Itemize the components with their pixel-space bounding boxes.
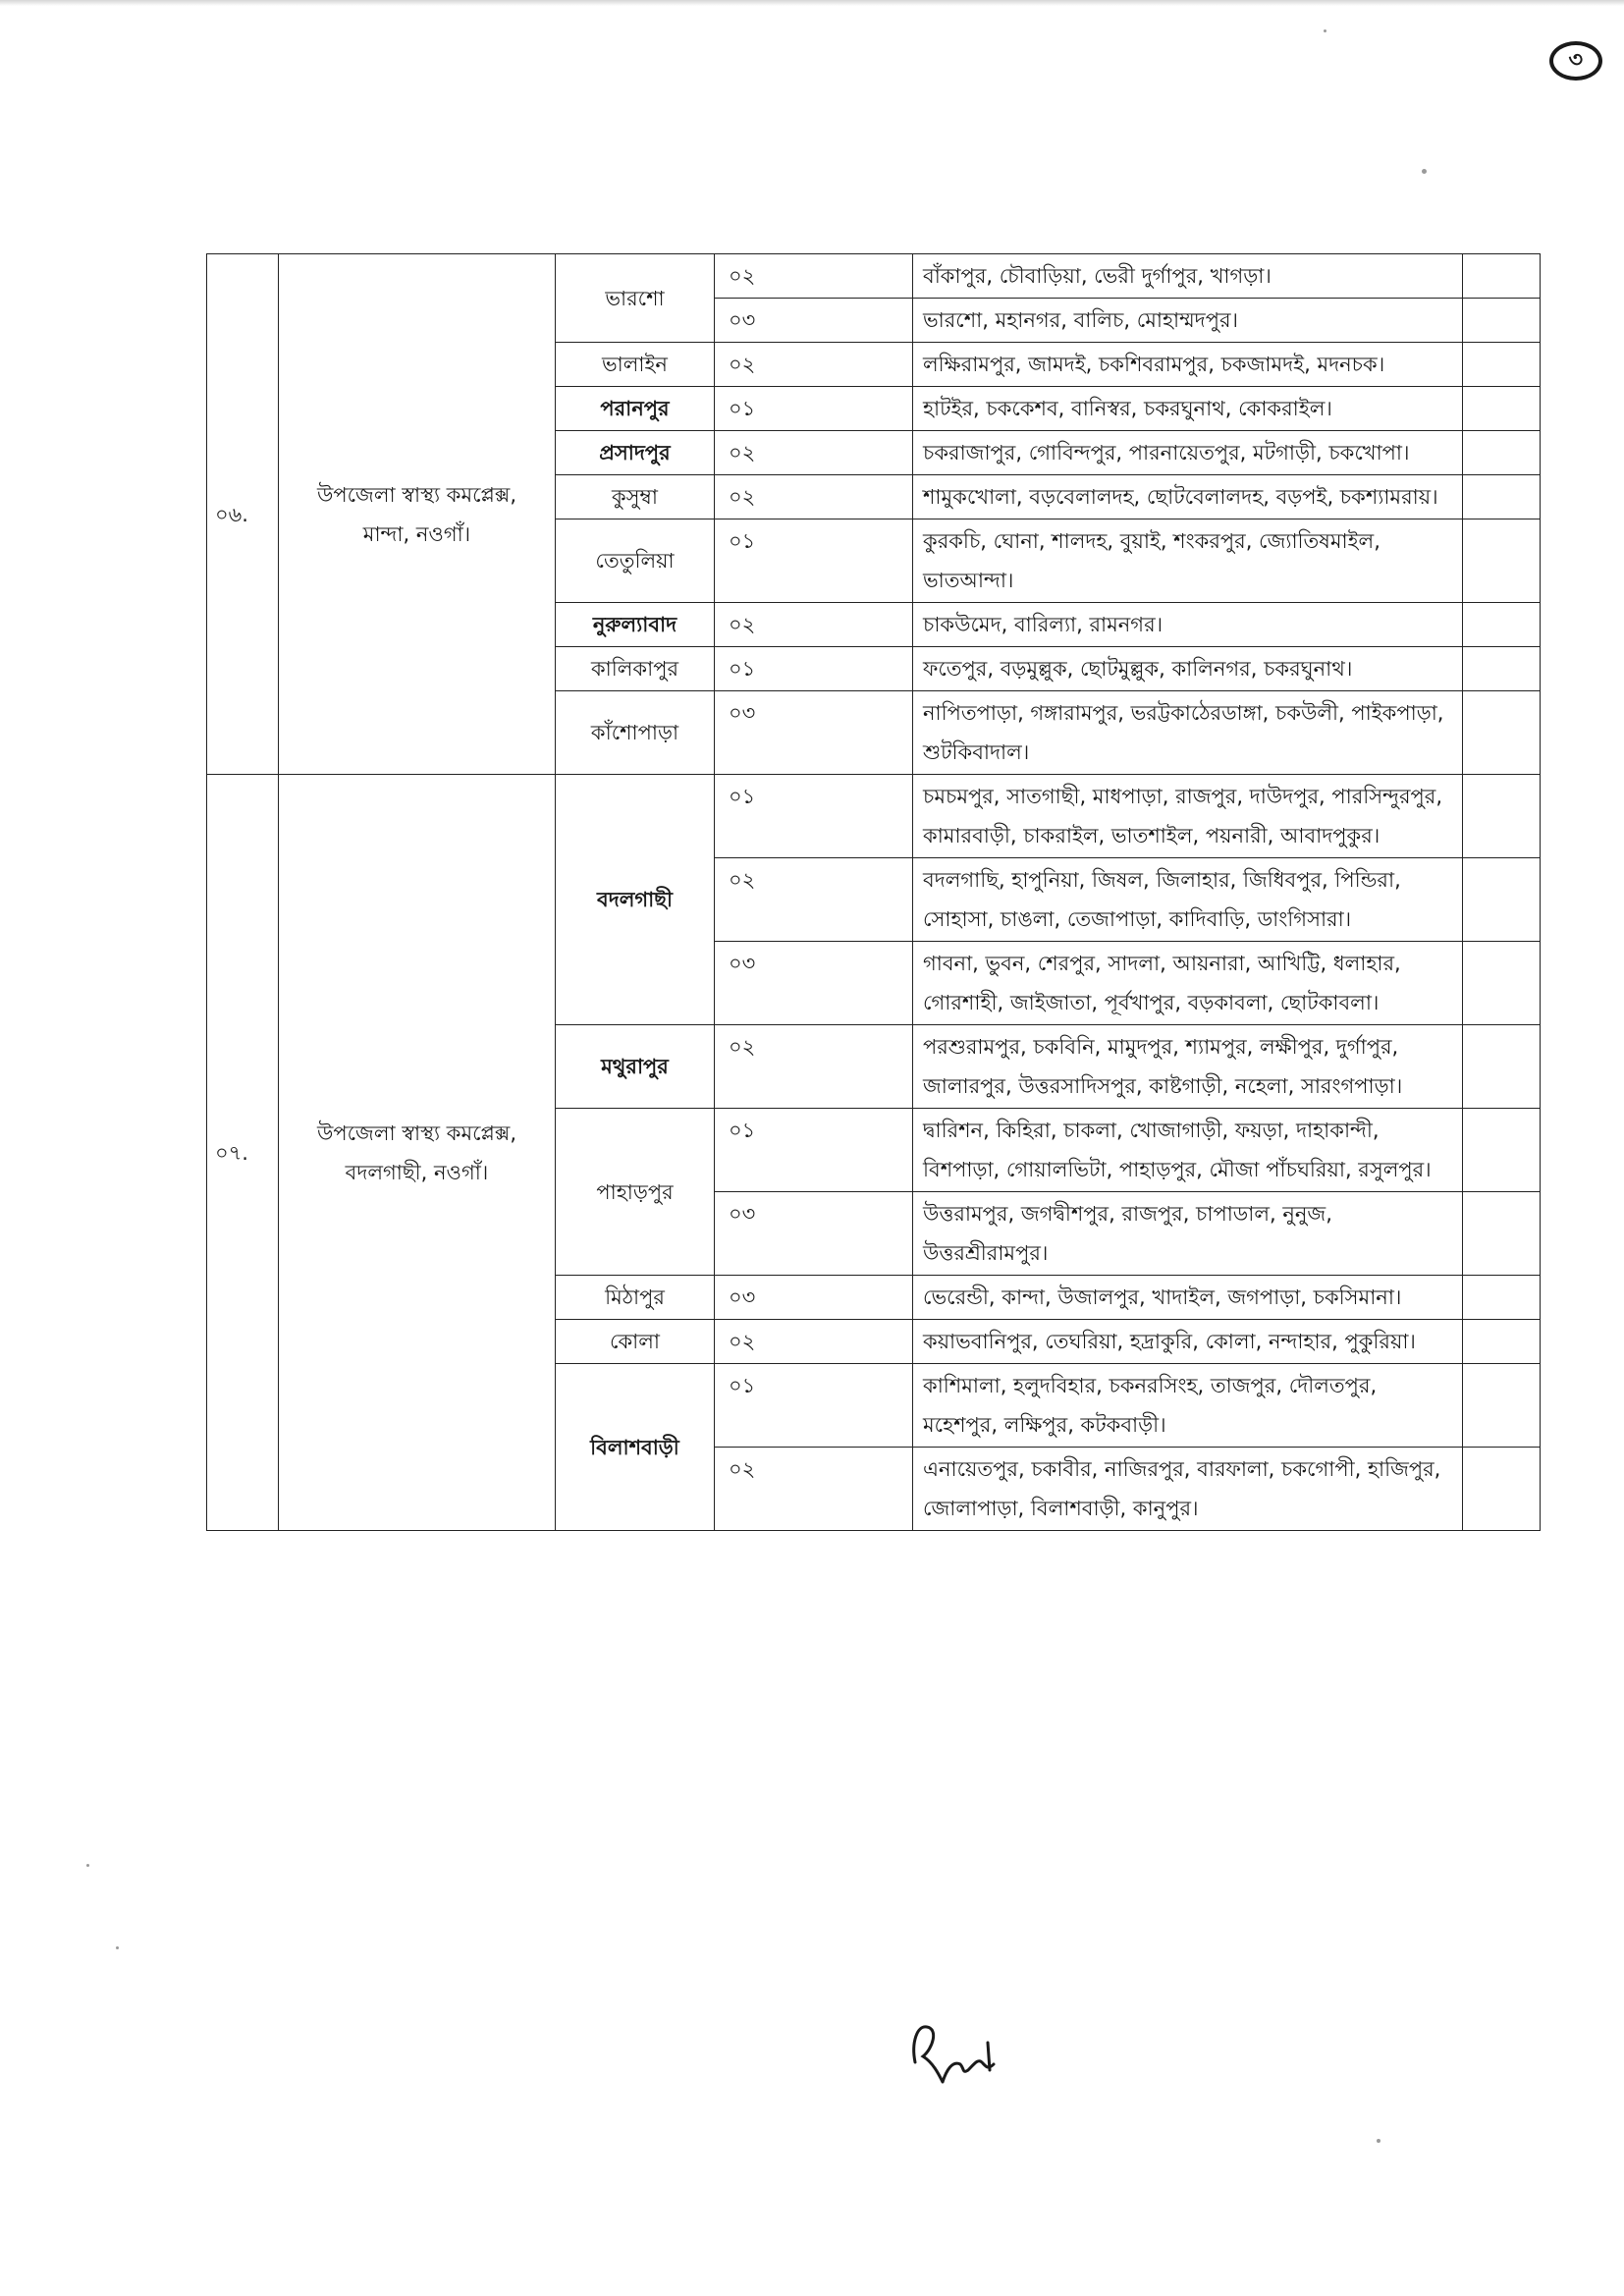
scan-speck [116, 1946, 119, 1949]
remarks-cell [1463, 1448, 1541, 1531]
remarks-cell [1463, 942, 1541, 1025]
ward-number-cell: ০২ [715, 1320, 913, 1364]
ward-number-cell: ০২ [715, 343, 913, 387]
union-name-cell: পাহাড়পুর [556, 1109, 715, 1276]
remarks-cell [1463, 431, 1541, 475]
village-list-cell: উত্তরামপুর, জগদ্বীশপুর, রাজপুর, চাপাডাল, নুনুজ, উত্তরশ্রীরামপুর। [913, 1192, 1463, 1276]
ward-number-cell: ০১ [715, 387, 913, 431]
ward-number-cell: ০১ [715, 1109, 913, 1192]
ward-number-cell: ০১ [715, 775, 913, 858]
village-list-cell: কাশিমালা, হলুদবিহার, চকনরসিংহ, তাজপুর, দৌলতপুর, মহেশপুর, লক্ষিপুর, কটকবাড়ী। [913, 1364, 1463, 1448]
scan-speck [86, 1864, 89, 1867]
village-list-cell: ভারশো, মহানগর, বালিচ, মোহাম্মদপুর। [913, 299, 1463, 343]
village-list-cell: হাটইর, চককেশব, বানিস্বর, চকরঘুনাথ, কোকরাইল। [913, 387, 1463, 431]
remarks-cell [1463, 775, 1541, 858]
remarks-cell [1463, 519, 1541, 603]
village-list-cell: শামুকখোলা, বড়বেলালদহ, ছোটবেলালদহ, বড়পই, চকশ্যামরায়। [913, 475, 1463, 519]
ward-number-cell: ০১ [715, 1364, 913, 1448]
ward-number-cell: ০২ [715, 858, 913, 942]
union-name-cell: নুরুল্যাবাদ [556, 603, 715, 647]
health-complex-table [206, 253, 1541, 1531]
ward-number-cell: ০২ [715, 254, 913, 299]
village-list-cell: ফতেপুর, বড়মুল্লুক, ছোটমুল্লুক, কালিনগর, চকরঘুনাথ। [913, 647, 1463, 691]
remarks-cell [1463, 1192, 1541, 1276]
ward-number-cell: ০২ [715, 603, 913, 647]
union-name-cell: বদলগাছী [556, 775, 715, 1025]
health-complex-cell: উপজেলা স্বাস্থ্য কমপ্লেক্স, মান্দা, নওগাঁ। [279, 254, 556, 775]
page-number: ৩ [1567, 46, 1585, 74]
ward-number-cell: ০৩ [715, 942, 913, 1025]
scan-speck [1422, 169, 1427, 174]
union-name-cell: কালিকাপুর [556, 647, 715, 691]
remarks-cell [1463, 343, 1541, 387]
village-list-cell: এনায়েতপুর, চকাবীর, নাজিরপুর, বারফালা, চকগোপী, হাজিপুর, জোলাপাড়া, বিলাশবাড়ী, কানুপুর। [913, 1448, 1463, 1531]
ward-number-cell: ০৩ [715, 299, 913, 343]
union-name-cell: বিলাশবাড়ী [556, 1364, 715, 1531]
remarks-cell [1463, 1320, 1541, 1364]
ward-number-cell: ০২ [715, 1448, 913, 1531]
page-number-badge [1549, 41, 1602, 81]
union-name-cell: তেতুলিয়া [556, 519, 715, 603]
village-list-cell: পরশুরামপুর, চকবিনি, মামুদপুর, শ্যামপুর, লক্ষীপুর, দুর্গাপুর, জালারপুর, উত্তরসাদিসপুর, কাষ্টগাড়ী, নহেলা, সারংগপাড়া। [913, 1025, 1463, 1109]
union-name-cell: মথুরাপুর [556, 1025, 715, 1109]
ward-number-cell: ০৩ [715, 1192, 913, 1276]
ward-number-cell: ০২ [715, 431, 913, 475]
remarks-cell [1463, 299, 1541, 343]
ward-number-cell: ০২ [715, 475, 913, 519]
union-name-cell: কোলা [556, 1320, 715, 1364]
ward-number-cell: ০৩ [715, 691, 913, 775]
village-list-cell: চকরাজাপুর, গোবিন্দপুর, পারনায়েতপুর, মটগাড়ী, চকখোপা। [913, 431, 1463, 475]
union-name-cell: ভালাইন [556, 343, 715, 387]
village-list-cell: লক্ষিরামপুর, জামদই, চকশিবরামপুর, চকজামদই, মদনচক। [913, 343, 1463, 387]
scan-speck [1377, 2139, 1380, 2143]
village-list-cell: কয়াভবানিপুর, তেঘরিয়া, হদ্রাকুরি, কোলা, নন্দাহার, পুকুরিয়া। [913, 1320, 1463, 1364]
remarks-cell [1463, 691, 1541, 775]
union-name-cell: মিঠাপুর [556, 1276, 715, 1320]
union-name-cell: কাঁশোপাড়া [556, 691, 715, 775]
village-list-cell: নাপিতপাড়া, গঙ্গারামপুর, ভরট্টকাঠেরডাঙ্গা, চকউলী, পাইকপাড়া, শুটকিবাদাল। [913, 691, 1463, 775]
remarks-cell [1463, 603, 1541, 647]
village-list-cell: ভেরেন্ডী, কান্দা, উজালপুর, খাদাইল, জগপাড়া, চকসিমানা। [913, 1276, 1463, 1320]
village-list-cell: চমচমপুর, সাতগাছী, মাধপাড়া, রাজপুর, দাউদপুর, পারসিন্দুরপুর, কামারবাড়ী, চাকরাইল, ভাতশাইল, পয়নারী, আবাদপুকুর। [913, 775, 1463, 858]
serial-number-cell: ০৭. [207, 775, 279, 1531]
remarks-cell [1463, 475, 1541, 519]
village-list-cell: কুরকচি, ঘোনা, শালদহ, বুয়াই, শংকরপুর, জ্যোতিষমাইল, ভাতআন্দা। [913, 519, 1463, 603]
table-row [207, 254, 1541, 299]
village-list-cell: দ্বারিশন, কিহিরা, চাকলা, খোজাগাড়ী, ফয়ড়া, দাহাকান্দী, বিশপাড়া, গোয়ালভিটা, পাহাড়পুর, মৌজা পাঁচঘরিয়া, রসুলপুর। [913, 1109, 1463, 1192]
village-list-cell: বাঁকাপুর, চৌবাড়িয়া, ভেরী দুর্গাপুর, খাগড়া। [913, 254, 1463, 299]
village-list-cell: বদলগাছি, হাপুনিয়া, জিষল, জিলাহার, জিধিবপুর, পিন্ডিরা, সোহাসা, চাঙলা, তেজাপাড়া, কাদিবাড়ি, ডাংগিসারা। [913, 858, 1463, 942]
signature-mark [903, 2013, 1021, 2092]
remarks-cell [1463, 1276, 1541, 1320]
serial-number-cell: ০৬. [207, 254, 279, 775]
ward-number-cell: ০১ [715, 647, 913, 691]
union-name-cell: প্রসাদপুর [556, 431, 715, 475]
ward-number-cell: ০৩ [715, 1276, 913, 1320]
remarks-cell [1463, 1364, 1541, 1448]
remarks-cell [1463, 387, 1541, 431]
union-name-cell: কুসুম্বা [556, 475, 715, 519]
scan-speck [1324, 29, 1326, 32]
health-complex-table-container [206, 253, 1540, 1531]
remarks-cell [1463, 1109, 1541, 1192]
ward-number-cell: ০১ [715, 519, 913, 603]
table-row [207, 775, 1541, 858]
village-list-cell: গাবনা, ভুবন, শেরপুর, সাদলা, আয়নারা, আখিট্টি, ধলাহার, গোরশাহী, জাইজাতা, পূর্বখাপুর, বড়কাবলা, ছোটকাবলা। [913, 942, 1463, 1025]
remarks-cell [1463, 647, 1541, 691]
village-list-cell: চাকউমেদ, বারিল্যা, রামনগর। [913, 603, 1463, 647]
ward-number-cell: ০২ [715, 1025, 913, 1109]
health-complex-cell: উপজেলা স্বাস্থ্য কমপ্লেক্স, বদলগাছী, নওগাঁ। [279, 775, 556, 1531]
table-body [207, 254, 1541, 1531]
scan-top-edge [0, 0, 1624, 6]
remarks-cell [1463, 858, 1541, 942]
union-name-cell: পরানপুর [556, 387, 715, 431]
remarks-cell [1463, 1025, 1541, 1109]
remarks-cell [1463, 254, 1541, 299]
union-name-cell: ভারশো [556, 254, 715, 343]
